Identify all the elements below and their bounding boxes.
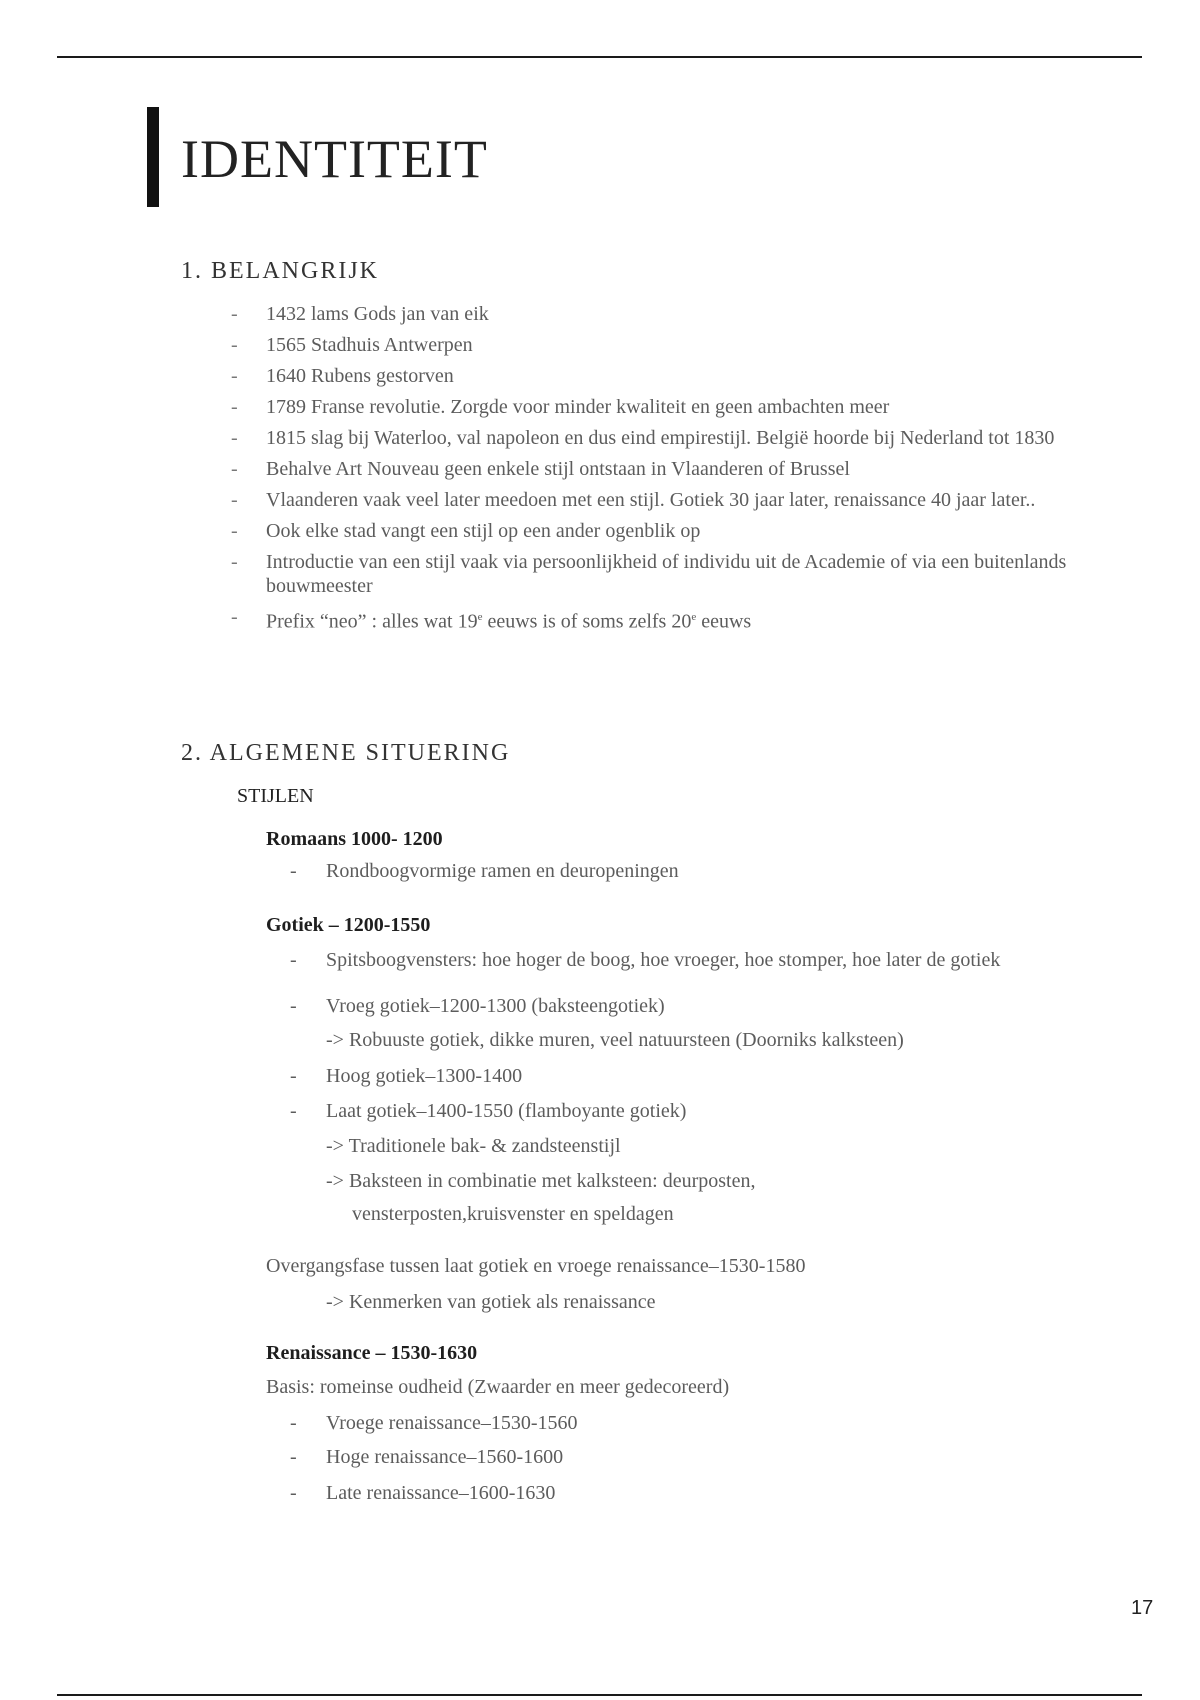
- section-heading-algemene-situering: 2. ALGEMENE SITUERING: [181, 740, 511, 766]
- dash: -: [290, 995, 297, 1017]
- list-item: - 1815 slag bij Waterloo, val napoleon en dus eind empirestijl. België hoorde bij Nederland tot 1830: [266, 426, 1146, 450]
- renaissance-title: Renaissance – 1530-1630: [266, 1342, 478, 1364]
- list-item: - Ook elke stad vangt een stijl op een ander ogenblik op: [266, 519, 1146, 543]
- superscript-e: e: [477, 611, 483, 623]
- romaans-item: Rondboogvormige ramen en deuropeningen: [326, 860, 679, 882]
- superscript-e: e: [691, 611, 697, 623]
- renaissance-basis: Basis: romeinse oudheid (Zwaarder en meer gedecoreerd): [266, 1376, 730, 1398]
- gotiek-title: Gotiek – 1200-1550: [266, 914, 431, 936]
- prefix-text-1: Prefix “neo” : alles wat 19: [266, 610, 478, 633]
- title-accent-bar: [147, 107, 159, 207]
- gotiek-note: vensterposten,kruisvenster en speldagen: [352, 1203, 674, 1225]
- page-number: 17: [1131, 1597, 1154, 1619]
- renaissance-item: Hoge renaissance–1560-1600: [326, 1446, 564, 1468]
- dash: -: [290, 949, 297, 971]
- top-rule: [57, 56, 1142, 58]
- belangrijk-list: [266, 302, 1146, 634]
- dash: -: [290, 1100, 297, 1122]
- dash: -: [290, 1446, 297, 1468]
- renaissance-item: Late renaissance–1600-1630: [326, 1482, 556, 1504]
- dash: -: [290, 1065, 297, 1087]
- list-item: - 1640 Rubens gestorven: [266, 364, 1146, 388]
- gotiek-item: Spitsboogvensters: hoe hoger de boog, hoe vroeger, hoe stomper, hoe later de gotiek: [326, 949, 1001, 971]
- gotiek-note: -> Baksteen in combinatie met kalksteen: deurposten,: [326, 1170, 756, 1192]
- renaissance-item: Vroege renaissance–1530-1560: [326, 1412, 578, 1434]
- list-item-prefix-neo: [266, 605, 1146, 634]
- dash: -: [290, 860, 297, 882]
- list-item: - Introductie van een stijl vaak via persoonlijkheid of individu uit de Academie of via een buitenlands bouwmeester: [266, 550, 1146, 598]
- list-item: - Vlaanderen vaak veel later meedoen met een stijl. Gotiek 30 jaar later, renaissance 40 jaar later..: [266, 488, 1146, 512]
- list-item: - Behalve Art Nouveau geen enkele stijl ontstaan in Vlaanderen of Brussel: [266, 457, 1146, 481]
- list-item: - 1432 lams Gods jan van eik: [266, 302, 1146, 326]
- romaans-title: Romaans 1000- 1200: [266, 828, 443, 850]
- section-heading-belangrijk: 1. BELANGRIJK: [181, 258, 379, 284]
- list-item: - 1565 Stadhuis Antwerpen: [266, 333, 1146, 357]
- gotiek-note: -> Robuuste gotiek, dikke muren, veel natuursteen (Doorniks kalksteen): [326, 1029, 904, 1051]
- subheading-stijlen: STIJLEN: [237, 785, 314, 807]
- gotiek-item: Hoog gotiek–1300-1400: [326, 1065, 523, 1087]
- list-item: - 1789 Franse revolutie. Zorgde voor minder kwaliteit en geen ambachten meer: [266, 395, 1146, 419]
- prefix-text-3: eeuws: [696, 610, 752, 633]
- gotiek-note: -> Traditionele bak- & zandsteenstijl: [326, 1135, 621, 1157]
- overgang-note: -> Kenmerken van gotiek als renaissance: [326, 1291, 656, 1313]
- page-title: IDENTITEIT: [181, 129, 488, 189]
- dash: -: [290, 1412, 297, 1434]
- gotiek-item: Laat gotiek–1400-1550 (flamboyante gotiek): [326, 1100, 687, 1122]
- overgang-text: Overgangsfase tussen laat gotiek en vroege renaissance–1530-1580: [266, 1255, 806, 1277]
- prefix-text-2: eeuws is of soms zelfs 20: [482, 610, 692, 633]
- bottom-rule: [57, 1694, 1142, 1696]
- dash: -: [290, 1482, 297, 1504]
- gotiek-item: Vroeg gotiek–1200-1300 (baksteengotiek): [326, 995, 665, 1017]
